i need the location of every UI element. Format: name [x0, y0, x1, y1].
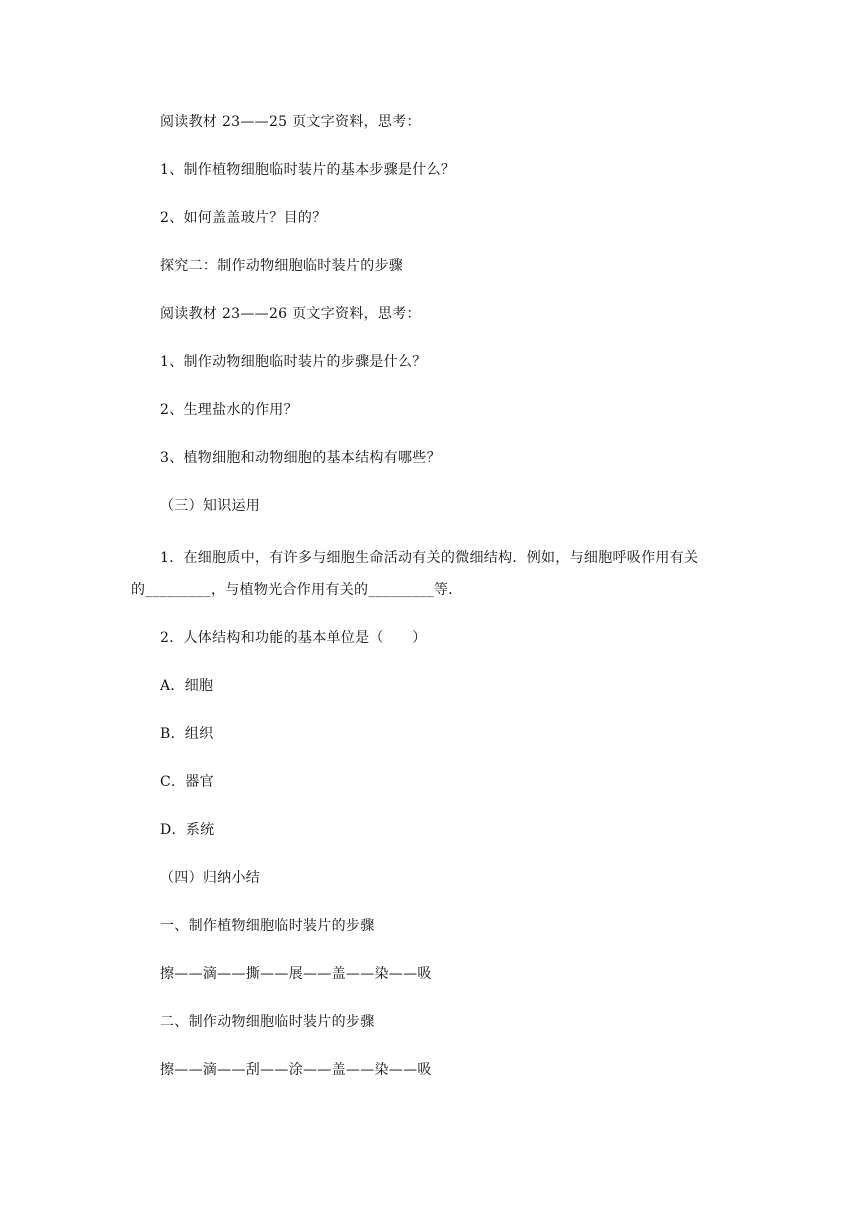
question-coverslip: 2、如何盖盖玻片？目的？ — [160, 210, 327, 226]
reading-prompt-1: 阅读教材 23——25 页文字资料，思考： — [160, 114, 421, 130]
option-b: B．组织 — [160, 726, 214, 742]
section-knowledge-application: （三）知识运用 — [160, 498, 261, 514]
section-explore-two: 探究二：制作动物细胞临时装片的步骤 — [160, 258, 404, 274]
summary-plant-heading: 一、制作植物细胞临时装片的步骤 — [160, 918, 375, 934]
exercise-1-line-2: 的_________，与植物光合作用有关的_________等． — [131, 582, 463, 598]
summary-animal-steps: 擦——滴——刮——涂——盖——染——吸 — [160, 1062, 432, 1078]
reading-prompt-2: 阅读教材 23——26 页文字资料，思考： — [160, 306, 421, 322]
section-summary: （四）归纳小结 — [160, 870, 261, 886]
exercise-1-line-1: 1．在细胞质中，有许多与细胞生命活动有关的微细结构．例如，与细胞呼吸作用有关 — [160, 550, 699, 566]
exercise-2-question: 2．人体结构和功能的基本单位是（ ） — [160, 630, 427, 646]
question-cell-structure: 3、植物细胞和动物细胞的基本结构有哪些？ — [160, 450, 441, 466]
question-saline: 2、生理盐水的作用？ — [160, 402, 298, 418]
question-animal-steps: 1、制作动物细胞临时装片的步骤是什么？ — [160, 354, 427, 370]
option-d: D．系统 — [160, 822, 215, 838]
summary-plant-steps: 擦——滴——撕——展——盖——染——吸 — [160, 966, 432, 982]
question-plant-steps: 1、制作植物细胞临时装片的基本步骤是什么？ — [160, 162, 456, 178]
option-c: C．器官 — [160, 774, 214, 790]
summary-animal-heading: 二、制作动物细胞临时装片的步骤 — [160, 1014, 375, 1030]
option-a: A．细胞 — [160, 678, 214, 694]
